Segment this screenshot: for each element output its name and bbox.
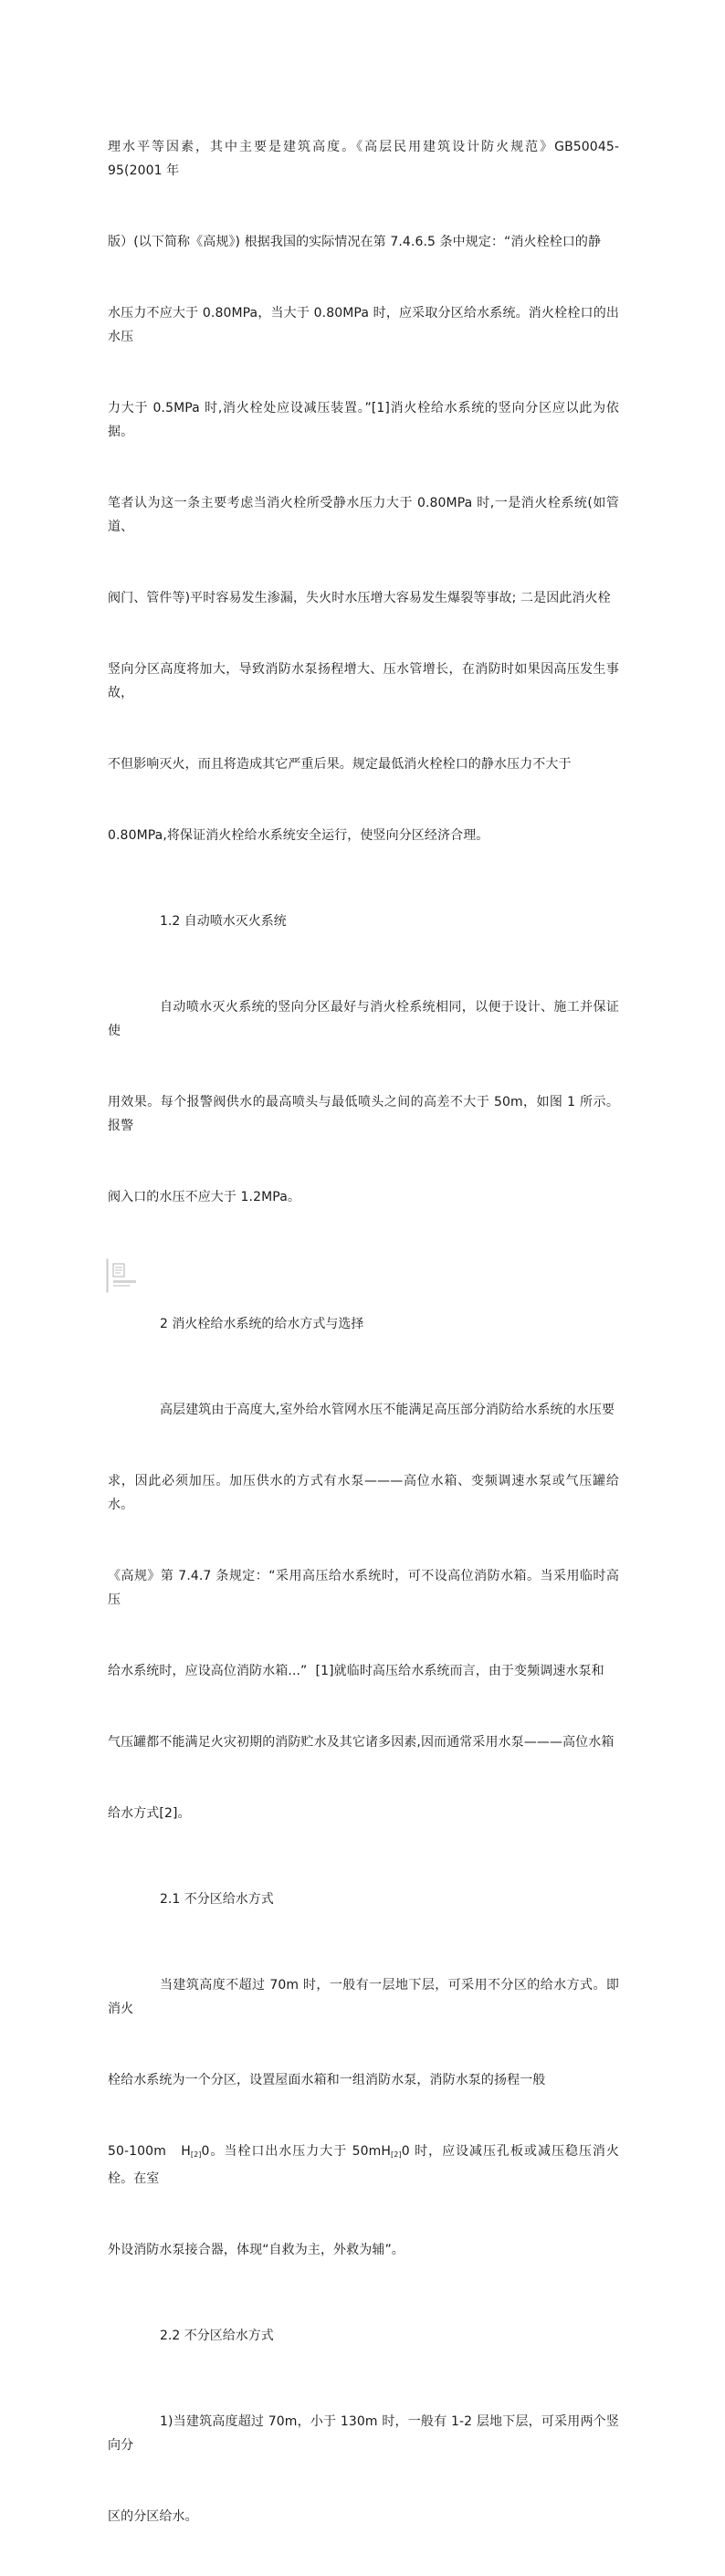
- paragraph-water-supply: [108, 1351, 619, 1873]
- text-line: 外设消防水泵接合器，体现“自救为主，外救为辅”。: [108, 2243, 405, 2257]
- paragraph-no-zoning: [108, 1926, 619, 2309]
- document-page: [108, 88, 619, 2576]
- text-line: 阀入口的水压不应大于 1.2MPa。: [108, 1190, 300, 1204]
- text-line: 当建筑高度不超过 70m 时，一般有一层地下层，可采用不分区的给水方式。即消火: [108, 1978, 619, 2016]
- section-heading-2-2: 2.2 不分区给水方式: [160, 2329, 274, 2343]
- text-line: 理水平等因素，其中主要是建筑高度。《高层民用建筑设计防火规范》GB50045-95(2001 年: [108, 140, 619, 178]
- text-line: 栓给水系统为一个分区，设置屋面水箱和一组消防水泵，消防水泵的扬程一般: [108, 2073, 546, 2087]
- text-line: 竖向分区高度将加大，导致消防水泵扬程增大、压水管增长，在消防时如果因高压发生事故，: [108, 662, 619, 700]
- text-line: 《高规》第 7.4.7 条规定：“采用高压给水系统时，可不设高位消防水箱。当采用临时高压: [108, 1569, 619, 1607]
- text-span: 0 时，应设减压孔板或减压稳压消火栓。在室: [108, 2144, 619, 2186]
- section-heading-2-1: 2.1 不分区给水方式: [160, 1892, 274, 1907]
- text-line: 笔者认为这一条主要考虑当消火栓所受静水压力大于 0.80MPa 时,一是消火栓系统(如管道、: [108, 496, 619, 534]
- text-line: 给水方式[2]。: [108, 1806, 191, 1821]
- text-span: 0。当栓口出水压力大于 50mH: [201, 2144, 392, 2159]
- paragraph-two-zones: [108, 2362, 619, 2576]
- text-line: 自动喷水灭火系统的竖向分区最好与消火栓系统相同，以便于设计、施工并保证使: [108, 1000, 619, 1038]
- text-line: 1)当建筑高度超过 70m，小于 130m 时，一般有 1-2 层地下层，可采用两个竖向分: [108, 2414, 619, 2453]
- text-line: 区的分区给水。: [108, 2509, 198, 2524]
- text-line: 力大于 0.5MPa 时,消火栓处应设减压装置。”[1]消火栓给水系统的竖向分区应以此为依据。: [108, 401, 619, 439]
- text-line: 水压力不应大于 0.80MPa，当大于 0.80MPa 时，应采取分区给水系统。消火栓栓口的出水压: [108, 306, 619, 344]
- text-line: 气压罐都不能满足火灾初期的消防贮水及其它诸多因素,因而通常采用水泵———高位水箱: [108, 1735, 615, 1750]
- text-span: 50-100m H: [108, 2144, 191, 2159]
- text-line: [108, 2140, 619, 2191]
- text-line: 阀门、管件等)平时容易发生渗漏，失火时水压增大容易发生爆裂等事故; 二是因此消火栓: [108, 591, 611, 605]
- text-line: 求，因此必须加压。加压供水的方式有水泵———高位水箱、变频调速水泵或气压罐给水。: [108, 1474, 619, 1512]
- text-line: 给水系统时，应设高位消防水箱...” [1]就临时高压给水系统而言，由于变频调速水泵和: [108, 1664, 604, 1678]
- paragraph-sprinkler: [108, 948, 619, 1256]
- subscript-ref: [2]: [391, 2150, 402, 2159]
- text-line: 0.80MPa,将保证消火栓给水系统安全运行，使竖向分区经济合理。: [108, 828, 489, 843]
- paragraph-hydrant-pressure: [108, 88, 619, 895]
- text-line: 不但影响灭火，而且将造成其它严重后果。规定最低消火栓栓口的静水压力不大于: [108, 757, 572, 772]
- text-line: 版）(以下简称《高规》) 根据我国的实际情况在第 7.4.6.5 条中规定：“消火栓栓口的静: [108, 235, 602, 249]
- figure-1-image-icon: [106, 1258, 139, 1293]
- subscript-ref: [2]: [190, 2150, 202, 2159]
- text-line: 用效果。每个报警阀供水的最高喷头与最低喷头之间的高差不大于 50m，如图 1 所示。报警: [108, 1095, 619, 1133]
- section-heading-1-2: 1.2 自动喷水灭火系统: [160, 914, 287, 929]
- text-line: 高层建筑由于高度大,室外给水管网水压不能满足高压部分消防给水系统的水压要: [160, 1403, 615, 1417]
- section-heading-2: 2 消火栓给水系统的给水方式与选择: [160, 1317, 364, 1331]
